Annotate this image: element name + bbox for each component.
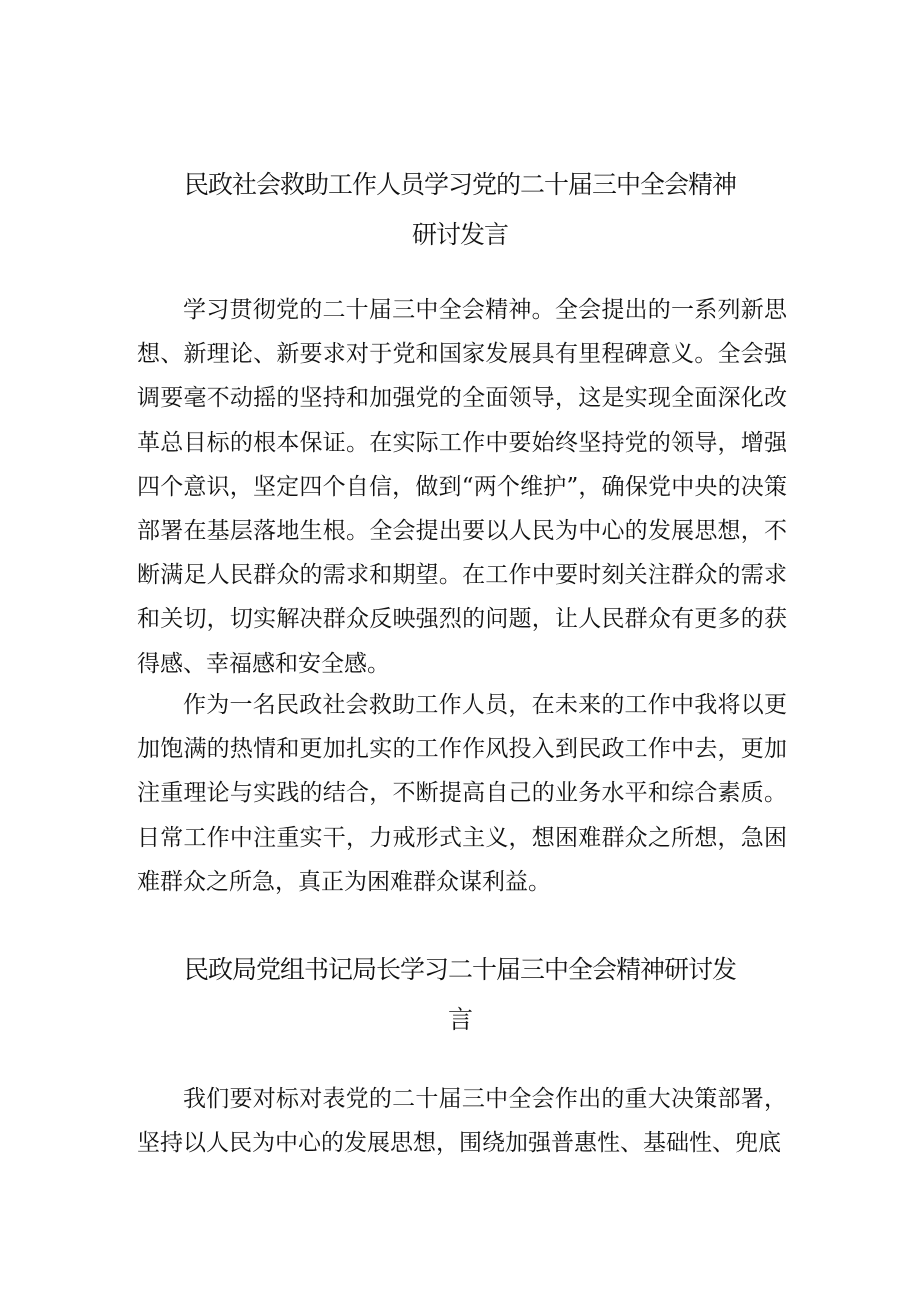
article-2-paragraph-1: 我们要对标对表党的二十届三中全会作出的重大决策部署，坚持以人民为中心的发展思想，围绕加强普惠性、基础性、兜底 [137, 1086, 787, 1157]
article-1-paragraph-1: 学习贯彻党的二十届三中全会精神。全会提出的一系列新思想、新理论、新要求对于党和国家发展具有里程碑意义。全会强调要毫不动摇的坚持和加强党的全面领导，这是实现全面深化改革总目标的根本保证。在实际工作中要始终坚持党的领导，增强四个意识，坚定四个自信，做到“两个维护”，确保党中央的决策部署在基层落地生根。全会提出要以人民为中心的发展思想，不断满足人民群众的需求和期望。在工作中要时刻关注群众的需求和关切，切实解决群众反映强烈的问题，让人民群众有更多的获得感、幸福感和安全感。 [137, 297, 787, 677]
article-title-1 [120, 160, 800, 260]
article-title-2 [120, 945, 800, 1045]
article-title-1-line-2: 研讨发言 [411, 220, 508, 249]
article-1-paragraph-2: 作为一名民政社会救助工作人员，在未来的工作中我将以更加饱满的热情和更加扎实的工作作风投入到民政工作中去，更加注重理论与实践的结合，不断提高自己的业务水平和综合素质。日常工作中注重实干，力戒形式主义，想困难群众之所想，急困难群众之所急，真正为困难群众谋利益。 [137, 692, 787, 895]
article-title-2-line-2: 言 [447, 1005, 472, 1034]
article-title-1-line-1: 民政社会救助工作人员学习党的二十届三中全会精神 [183, 170, 736, 199]
article-title-2-line-1: 民政局党组书记局长学习二十届三中全会精神研讨发 [183, 955, 736, 984]
